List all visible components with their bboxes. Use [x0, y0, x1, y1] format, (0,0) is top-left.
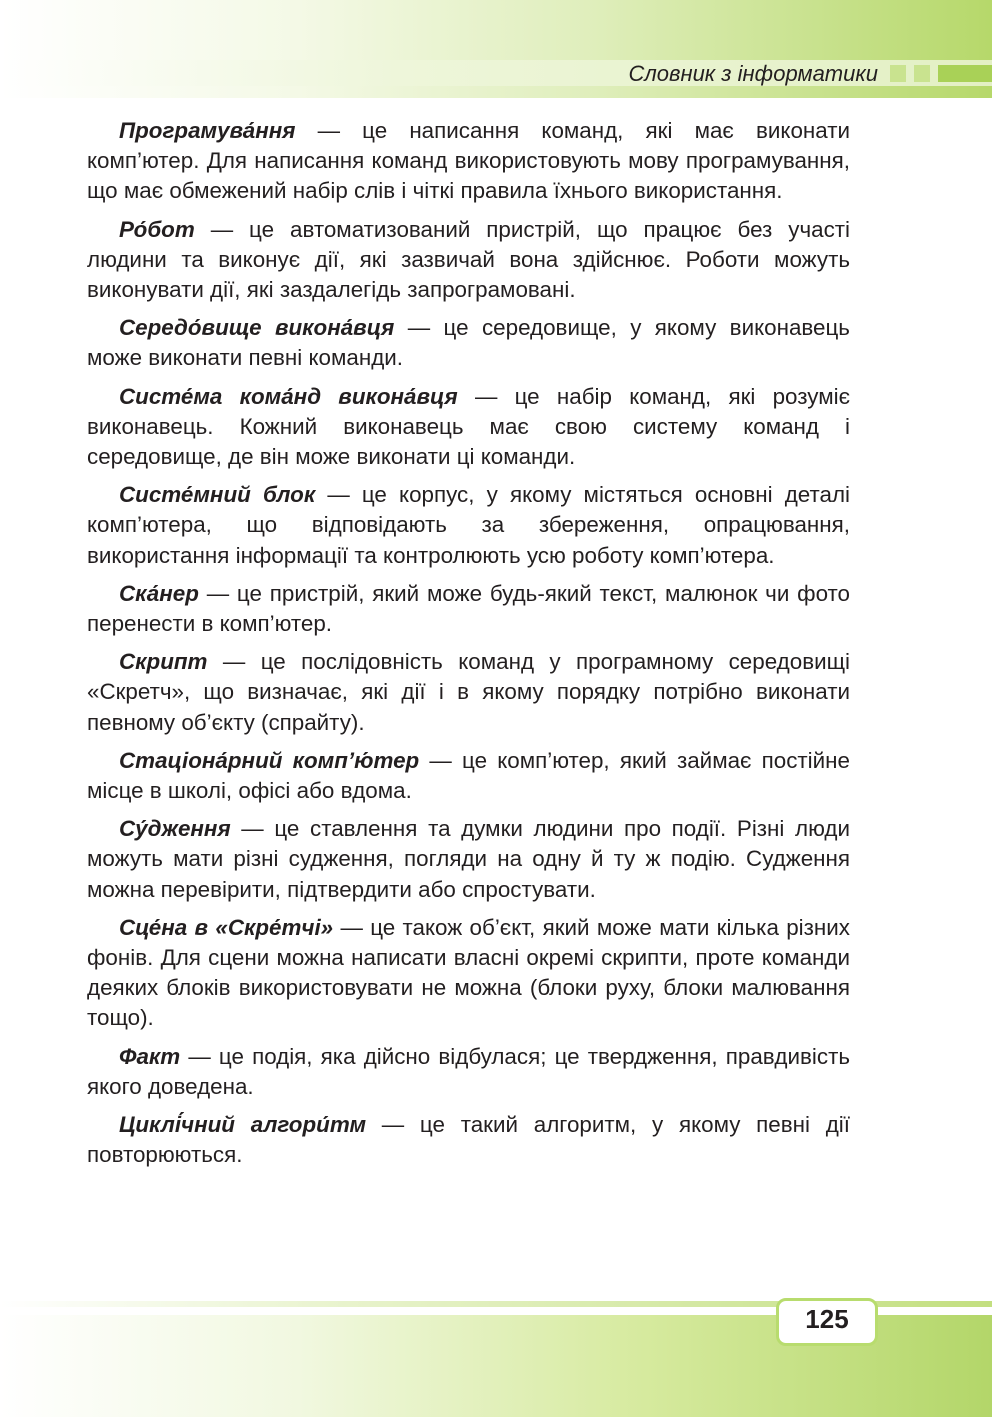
glossary-term: Ро́бот: [119, 216, 195, 242]
glossary-definition: — це послідовність команд у програмному середовищі «Скретч», що визначає, які дії і в якому порядку потрібно виконати певному об’єкту (спрайту).: [87, 649, 850, 735]
glossary-term: Систе́мний блок: [119, 482, 316, 508]
glossary-term: Середо́вище викона́вця: [119, 315, 395, 341]
glossary-entry: [87, 215, 850, 306]
header-decor-square: [914, 65, 930, 82]
glossary-entry: [87, 913, 850, 1034]
glossary-entry: [87, 1042, 850, 1102]
glossary-term: Програмува́ння: [119, 118, 296, 143]
glossary-term: Факт: [119, 1043, 181, 1069]
glossary-definition: — це пристрій, який може будь-який текст, малюнок чи фото перенести в комп’ютер.: [87, 580, 850, 637]
glossary-definition: — це ставлення та думки людини про події. Різні люди можуть мати різні судження, погляди на одну й ту ж подію. Судження можна перевірити, підтвердити або спростувати.: [87, 816, 850, 902]
header-decor-bar: [938, 65, 992, 82]
glossary-entry: [87, 1110, 850, 1170]
glossary-entry: [87, 480, 850, 571]
glossary-definition: — це середовище, у якому виконавець може виконати певні команди.: [87, 315, 850, 371]
glossary-entry: [87, 116, 850, 207]
glossary-entry: [87, 313, 850, 373]
page-number: 125: [805, 1304, 849, 1334]
glossary-entry: [87, 382, 850, 473]
glossary-entry: [87, 746, 850, 806]
glossary-definition: — це корпус, у якому містяться основні деталі комп’ютера, що відповідають за збереження, опрацювання, використання інформації та контролюють усю роботу комп’ютера.: [87, 482, 850, 568]
glossary-definition: — це набір команд, які розуміє виконавець. Кожний виконавець має свою систему команд і середовище, де він може виконати ці команди.: [87, 383, 851, 470]
glossary-term: Скрипт: [119, 649, 208, 675]
glossary-term: Су́дження: [119, 816, 231, 842]
glossary-definition: — це подія, яка дійсно відбулася; це твердження, правдивість якого доведена.: [87, 1043, 850, 1099]
glossary-definition: — це такий алгоритм, у якому певні дії повторюються.: [87, 1112, 851, 1168]
glossary-definition: — це написання команд, які має виконати комп’ютер. Для написання команд використовують мову програмування, що має обмежений набір слів і чіткі правила їхнього використання.: [87, 118, 850, 204]
glossary-definition: — це комп’ютер, який займає постійне місце в школі, офісі або вдома.: [87, 747, 850, 804]
glossary-term: Систе́ма кома́нд викона́вця: [119, 383, 458, 409]
glossary-term: Сце́на в «Скре́тчі»: [119, 914, 334, 940]
glossary-body: [87, 116, 850, 1179]
running-header-title: Словник з інформатики: [628, 61, 878, 86]
glossary-definition: — це автоматизований пристрій, що працює без участі людини та виконує дії, які зазвичай вона здійснює. Роботи можуть виконувати дії, які заздалегідь запрограмовані.: [87, 216, 850, 303]
glossary-term: Стаціона́рний комп’ю́тер: [119, 747, 420, 773]
glossary-entry: [87, 579, 850, 639]
glossary-definition: — це також об’єкт, який може мати кілька різних фонів. Для сцени можна написати власні окремі скрипти, проте команди деяких блоків використовувати не можна (блоки руху, блоки малювання тощо).: [87, 914, 850, 1031]
header-decor-square: [890, 65, 906, 82]
glossary-entry: [87, 814, 850, 905]
glossary-term: Циклі́чний алгори́тм: [119, 1112, 367, 1138]
glossary-term: Ска́нер: [119, 580, 199, 606]
glossary-entry: [87, 647, 850, 738]
